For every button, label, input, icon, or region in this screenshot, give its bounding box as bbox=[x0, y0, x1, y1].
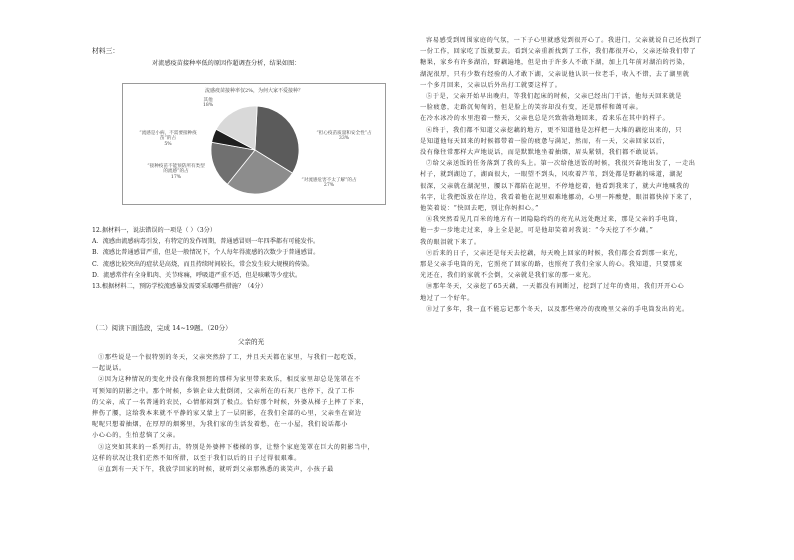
text-line: 他笑着说：“快回去吧，别让你妈担心。” bbox=[420, 205, 539, 213]
right-story-paragraph bbox=[420, 304, 768, 315]
question-12: 12.据材料一，说法错误的一项是（ ）（3分） bbox=[92, 227, 217, 234]
text-line: 糖果，家乡有许多湖泊，野藕遍地，但是由于许多人不敢下湖，加上几年前对湖泊的污染， bbox=[420, 59, 690, 67]
left-story-paragraph bbox=[92, 374, 410, 441]
text-line: 一脸疲惫，走路沉甸甸的，但是脸上的笑容却没有变，还是那样和蔼可亲。 bbox=[420, 104, 643, 112]
text-line: 呢呢只想着抽烟，在厚厚的烟雾里，为我们家的生活发着愁，在一小屋，我们说话都小 bbox=[92, 421, 349, 429]
text-line: 一起说话。 bbox=[92, 365, 126, 373]
text-line: 名字，让我把饭放在岸边，我看着他在泥里艰难地挪动，心里一阵酸楚，眼泪都快掉下来了， bbox=[420, 193, 697, 201]
question-13: 13.根据材料二，预防学校流感暴发需要采取哪些措施？（4分） bbox=[92, 283, 267, 291]
chart-title: 流感疫苗接种率仅2%，为何大家不爱接种？ bbox=[205, 88, 303, 94]
story-title: 父亲的光 bbox=[237, 338, 265, 346]
text-line: 摔伤了腰，这给我本来就不平静的家又蒙上了一层阴影，在我们全部的心里，父亲坐在窗边 bbox=[92, 410, 362, 418]
label-safety: “担心疫苗质量和安全性”占 33% bbox=[316, 131, 372, 142]
right-story-paragraph bbox=[420, 214, 768, 248]
label-not-all-types: “接种疫苗不能预防所有类型的流感”的占 17% bbox=[147, 164, 205, 180]
option-b: B．流感比普通感冒严重，但是一般情况下，个人每年得流感的次数少于普通感冒。 bbox=[92, 249, 320, 257]
label-minor-illness: “流感是小病，不需要接种疫苗”的占 5% bbox=[139, 131, 197, 147]
text-line: 没有像往常那样大声地说话，而是默默地坐着抽烟，眉头紧锁，我们都不敢说话。 bbox=[420, 149, 663, 157]
right-story-text bbox=[420, 35, 768, 545]
text-line: ①那些说是一个很特别的冬天，父亲突然辞了工，并且天天都在家里，与我们一起吃饭， bbox=[98, 354, 361, 361]
material-intro: 对流感疫苗接种率低的原因作超调查分析，结果如图： bbox=[152, 60, 301, 67]
text-line: 小心心的，生怕惹恼了父亲。 bbox=[92, 432, 180, 440]
text-line: ⑪过了多年，我一直不能忘记那个冬天，以及那些寒冷的夜晚里父亲的手电筒发出的光。 bbox=[426, 305, 689, 313]
text-line: ⑥终于，我们都不知道父亲挖藕的地方，更不知道他是怎样把一大堆的藕挖出来的，只 bbox=[426, 126, 683, 134]
text-line: 很深，父亲就在湖泥里，腰以下都陷在泥里，不停地挖着，他看到我来了，就大声地喊我的 bbox=[420, 182, 690, 190]
text-line: 地过了一个好年。 bbox=[420, 294, 474, 302]
right-story-paragraph bbox=[420, 281, 768, 303]
text-line: 他一步一步地走过来，身上全是泥，可是他却笑着对我说：“今天挖了不少藕。” bbox=[420, 227, 654, 235]
left-story-paragraph bbox=[92, 464, 410, 475]
text-line: ③这突如其来的一系列打击，特别是外婆摔下楼梯的事，让整个家庭笼罩在巨大的阴影当中， bbox=[98, 443, 375, 451]
left-column bbox=[92, 0, 410, 560]
text-line: 这样的状况让我们茫然不知所措，以至于我们以后的日子过得很艰难。 bbox=[92, 454, 301, 462]
text-line: 是知道他每天回来的时候都带着一脸的疲惫与满足，然而，有一天，父亲回家以后， bbox=[420, 137, 670, 145]
text-line: ⑩那年冬天，父亲挖了65天藕，一天都没有间断过，挖到了过年的费用，我们开开心心 bbox=[426, 283, 685, 291]
text-line: 在冷水冰冷的水里泡着一整天，父亲也总是兴致勃勃地回来，看来乐在其中的样子。 bbox=[420, 115, 670, 123]
material-heading: 材料三： bbox=[92, 47, 120, 55]
section-title: （二）阅读下面选段，完成 14~19题。（20分） bbox=[92, 324, 232, 332]
text-line: 湖泥很厚，只有少数有经验的人才敢下湖，父亲说他认识一位老手，收入不错，去了湖里就 bbox=[420, 70, 690, 78]
left-story-paragraph bbox=[92, 352, 410, 374]
text-line: 一份工作，回家吃了饭就要去。看到父亲重新找到了工作，我们都很开心，父亲还给我们带了 bbox=[420, 48, 697, 56]
right-story-paragraph bbox=[420, 35, 768, 91]
text-line: 可预知的阴影之中。那个时候，乡镇企业大批倒闭，父亲所在的石灰厂也停下，没了工作 bbox=[92, 387, 355, 395]
left-story-paragraph bbox=[92, 442, 410, 464]
text-line: 光还在，我们的家就不会倒，父亲就是我们家的那一束光。 bbox=[420, 272, 596, 280]
option-c: C．流感比较突出的症状是高烧，而且持续时间较长，常会发生较大规模的传染。 bbox=[92, 260, 314, 268]
text-line: 一个多月回来，父亲以后外出打工就要这样了。 bbox=[420, 81, 562, 89]
left-story-text bbox=[92, 352, 410, 542]
right-story-paragraph bbox=[420, 125, 768, 159]
text-line: 那是父亲手电筒的光，它照亮了回家的路，也照亮了我们全家人的心。我知道，只要那束 bbox=[420, 261, 683, 269]
option-a: A．流感由流感病毒引发，有特定的发作周期，普通感冒则一年四季都有可能发作。 bbox=[92, 238, 320, 246]
right-column bbox=[420, 0, 768, 560]
text-line: ④直到有一天下午，我放学回家的时候，就听到父亲那熟悉的谈笑声，小孩子最 bbox=[98, 466, 334, 474]
text-line: 我的眼泪就下来了。 bbox=[420, 238, 481, 246]
text-line: ②因为这种情况的变化并没有像我预想的那样为家里带来欢乐，相反家里却总是笼罩在不 bbox=[98, 376, 361, 384]
right-story-paragraph bbox=[420, 91, 768, 125]
label-unaware: “对流感危害不太了解”的占 27% bbox=[301, 178, 357, 189]
pie-chart-frame bbox=[122, 83, 386, 205]
label-other: 其他 18% bbox=[203, 98, 214, 109]
text-line: ⑤于是，父亲开始早出晚归，等我们起床的时候，父亲已经出门干活，他每天回来就是 bbox=[426, 93, 683, 101]
question-block bbox=[92, 225, 410, 292]
option-d: D．流感常伴有全身肌肉、关节疼痛，呼吸道严重不适，但是咳嗽等少症状。 bbox=[92, 271, 302, 279]
text-line: ⑨后来的日子，父亲还是每天去挖藕，每天晚上回家的时候，我们都会看到那一束光， bbox=[426, 249, 683, 257]
text-line: 的父亲，成了一名普通的农民，心情郁闷到了极点。恰好那个时候，外婆从梯子上摔了下来， bbox=[92, 398, 369, 406]
text-line: ⑦给父亲送饭的任务落到了我的头上。第一次给他送饭的时候，我很兴奋地出发了，一走出 bbox=[426, 160, 696, 168]
right-story-paragraph bbox=[420, 158, 768, 214]
right-story-paragraph bbox=[420, 248, 768, 282]
text-line: ⑧我突然看见几百米的地方有一团隐隐约约的亮光从远处跑过来，那是父亲的手电筒， bbox=[426, 216, 683, 224]
text-line: 容易感受到周围家庭的气氛，一下子心里就感觉到很开心了。我进门，父亲就说自己还找到了 bbox=[426, 37, 703, 44]
text-line: 村子，就到湖边了，湖面很大，一眼望不到头，风吹着芦苇，到处都是野藕的味道，湖泥 bbox=[420, 171, 683, 179]
